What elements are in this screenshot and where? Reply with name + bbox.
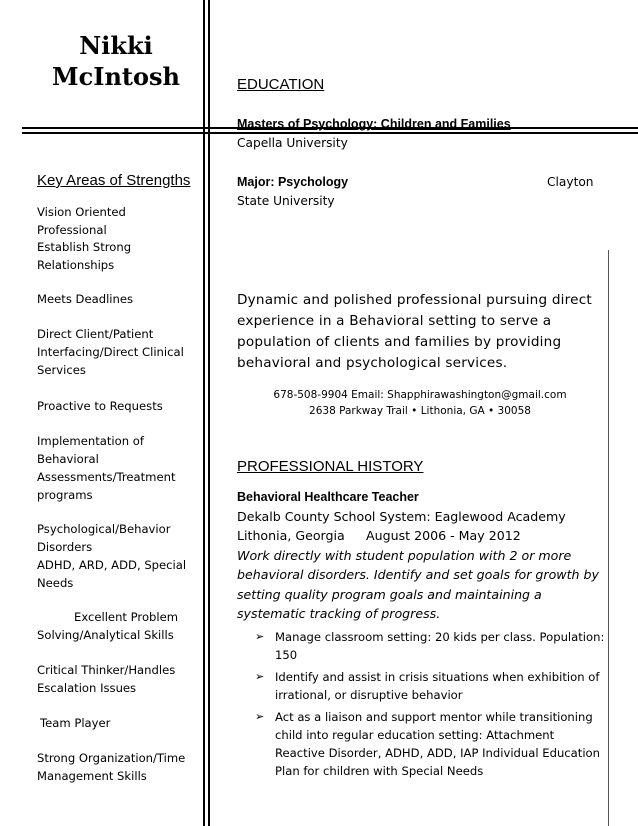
strength-item: Establish Strong Relationships <box>37 240 132 272</box>
major-label: Major: Psychology <box>237 175 349 189</box>
contact-address: 2638 Parkway Trail • Lithonia, GA • 30058 <box>309 405 531 417</box>
school-capella: Capella University <box>237 136 348 150</box>
arrow-bullet-icon: ➢ <box>255 630 265 643</box>
contact-phone-email: 678-508-9904 Email: Shapphirawashington@gmail.com <box>273 389 567 401</box>
education-heading: EDUCATION <box>237 76 325 93</box>
school-clayton-2: State University <box>237 194 335 208</box>
duty-text: Manage classroom setting: 20 kids per class. Population: 150 <box>275 630 605 662</box>
duty-text: Act as a liaison and support mentor while transitioning child into regular education setting: Attachment Reactive Disorder, ADHD, ADD, IAP Individual Education Plan for children with Special Needs <box>275 710 600 778</box>
job-title: Behavioral Healthcare Teacher <box>237 490 419 504</box>
duty-text: Identify and assist in crisis situations when exhibition of irrational, or disruptive behavior <box>275 670 600 702</box>
header-rule-bottom <box>22 132 638 134</box>
employer: Dekalb County School System: Eaglewood Academy <box>237 509 566 524</box>
job-description: Work directly with student population with 2 or more behavioral disorders. Identify and set goals for growth by setting quality program goals and maintaining a systematic tracking of progress. <box>237 548 599 622</box>
strength-item: Direct Client/Patient Interfacing/Direct Clinical Services <box>37 327 184 377</box>
school-clayton-1: Clayton <box>547 175 594 189</box>
strength-item: Strong Organization/Time Management Skills <box>37 751 186 783</box>
center-divider-right <box>208 0 210 826</box>
strength-item: Implementation of Behavioral Assessments/Treatment programs <box>37 434 176 502</box>
strength-item: Excellent Problem Solving/Analytical Skills <box>37 610 179 642</box>
arrow-bullet-icon: ➢ <box>255 710 265 723</box>
duty-item <box>255 628 605 664</box>
duty-item <box>255 668 605 704</box>
strengths-heading: Key Areas of Strengths <box>37 172 191 189</box>
job-location: Lithonia, Georgia <box>237 528 345 543</box>
strength-item: Critical Thinker/Handles Escalation Issues <box>37 663 176 695</box>
duties-list <box>255 628 605 784</box>
last-name: McIntosh <box>52 62 180 91</box>
strength-item: Vision Oriented Professional <box>37 205 126 237</box>
duty-item <box>255 708 605 780</box>
strength-item: Proactive to Requests <box>37 399 163 413</box>
first-name: Nikki <box>79 31 153 60</box>
center-divider-left <box>203 0 205 826</box>
strength-item: ADHD, ARD, ADD, Special Needs <box>37 558 187 590</box>
degree-title: Masters of Psychology: Children and Families <box>237 117 511 131</box>
candidate-name <box>36 30 196 92</box>
strength-item: Meets Deadlines <box>37 292 134 306</box>
strength-item: Psychological/Behavior Disorders <box>37 522 171 554</box>
arrow-bullet-icon: ➢ <box>255 670 265 683</box>
job-dates: August 2006 - May 2012 <box>366 528 521 543</box>
strength-item: Team Player <box>40 716 111 730</box>
professional-summary: Dynamic and polished professional pursuing direct experience in a Behavioral setting to serve a population of clients and families by providing behavioral and psychological services. <box>237 292 592 371</box>
right-border-line <box>608 250 609 826</box>
history-heading: PROFESSIONAL HISTORY <box>237 458 424 475</box>
